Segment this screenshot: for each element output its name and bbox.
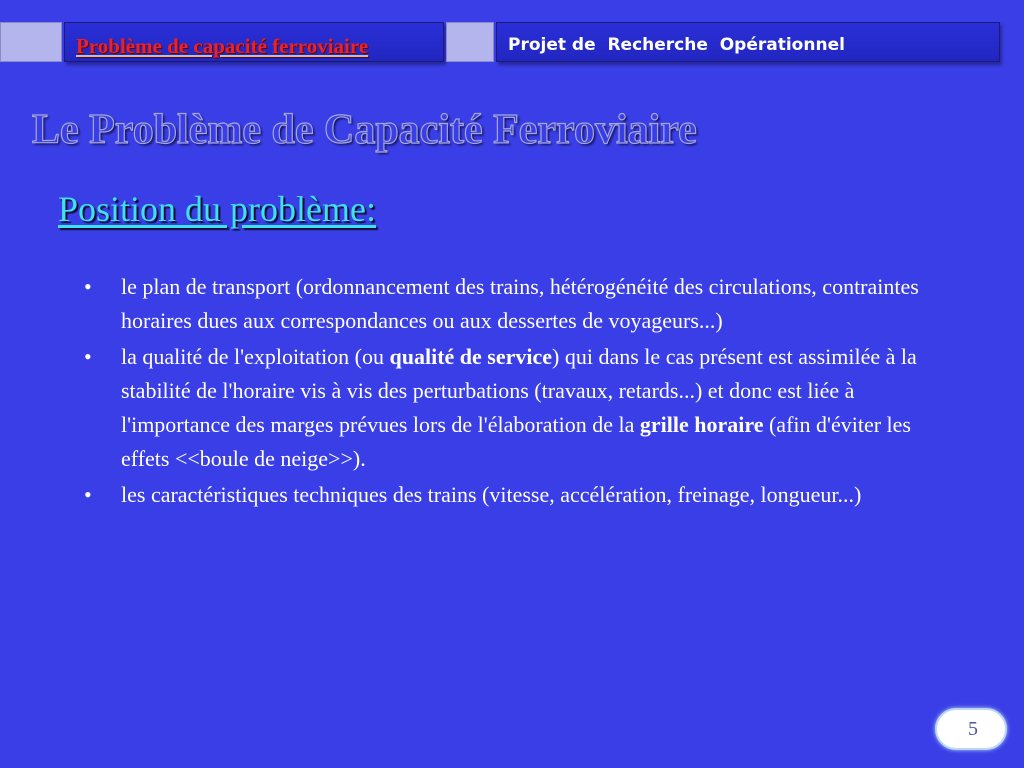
bullet-item: [84, 270, 924, 338]
bullet-icon: •: [84, 344, 92, 369]
slide-title: Le Problème de Capacité Ferroviaire: [32, 107, 697, 153]
bullet-icon: •: [84, 274, 92, 299]
page-number-badge: [935, 708, 1007, 750]
header-decor-square-left: [0, 22, 62, 62]
bullet-text: le plan de transport (ordonnancement des trains, hétérogénéité des circulations, contraintes horaires dues aux correspondances ou aux dessertes de voyageurs...): [121, 274, 919, 333]
bullet-text: les caractéristiques techniques des trains (vitesse, accélération, freinage, longueur...): [121, 482, 862, 507]
bullet-item: [84, 478, 924, 512]
bullet-text: (afin d'éviter les effets <<boule de neige>>).: [121, 412, 911, 471]
bullet-text: ) qui dans le cas présent est assimilée à la stabilité de l'horaire vis à vis des perturbations (travaux, retards...) et donc est liée à l'importance des marges prévues lors de l'élaboration de la: [121, 344, 917, 437]
bullet-text: la qualité de l'exploitation (ou: [121, 344, 390, 369]
bullet-list: [84, 270, 924, 514]
bullet-text-bold: grille horaire: [639, 412, 764, 437]
header-right-title: Projet de Recherche Opérationnel: [508, 35, 845, 55]
slide-subtitle: Position du problème:: [58, 189, 376, 229]
bullet-icon: •: [84, 482, 92, 507]
bullet-item: [84, 340, 924, 476]
bullet-text-bold: qualité de service: [389, 344, 553, 369]
header-decor-square-middle: [446, 22, 494, 62]
header-left-title: Problème de capacité ferroviaire: [76, 34, 369, 58]
page-number: 5: [968, 718, 978, 740]
